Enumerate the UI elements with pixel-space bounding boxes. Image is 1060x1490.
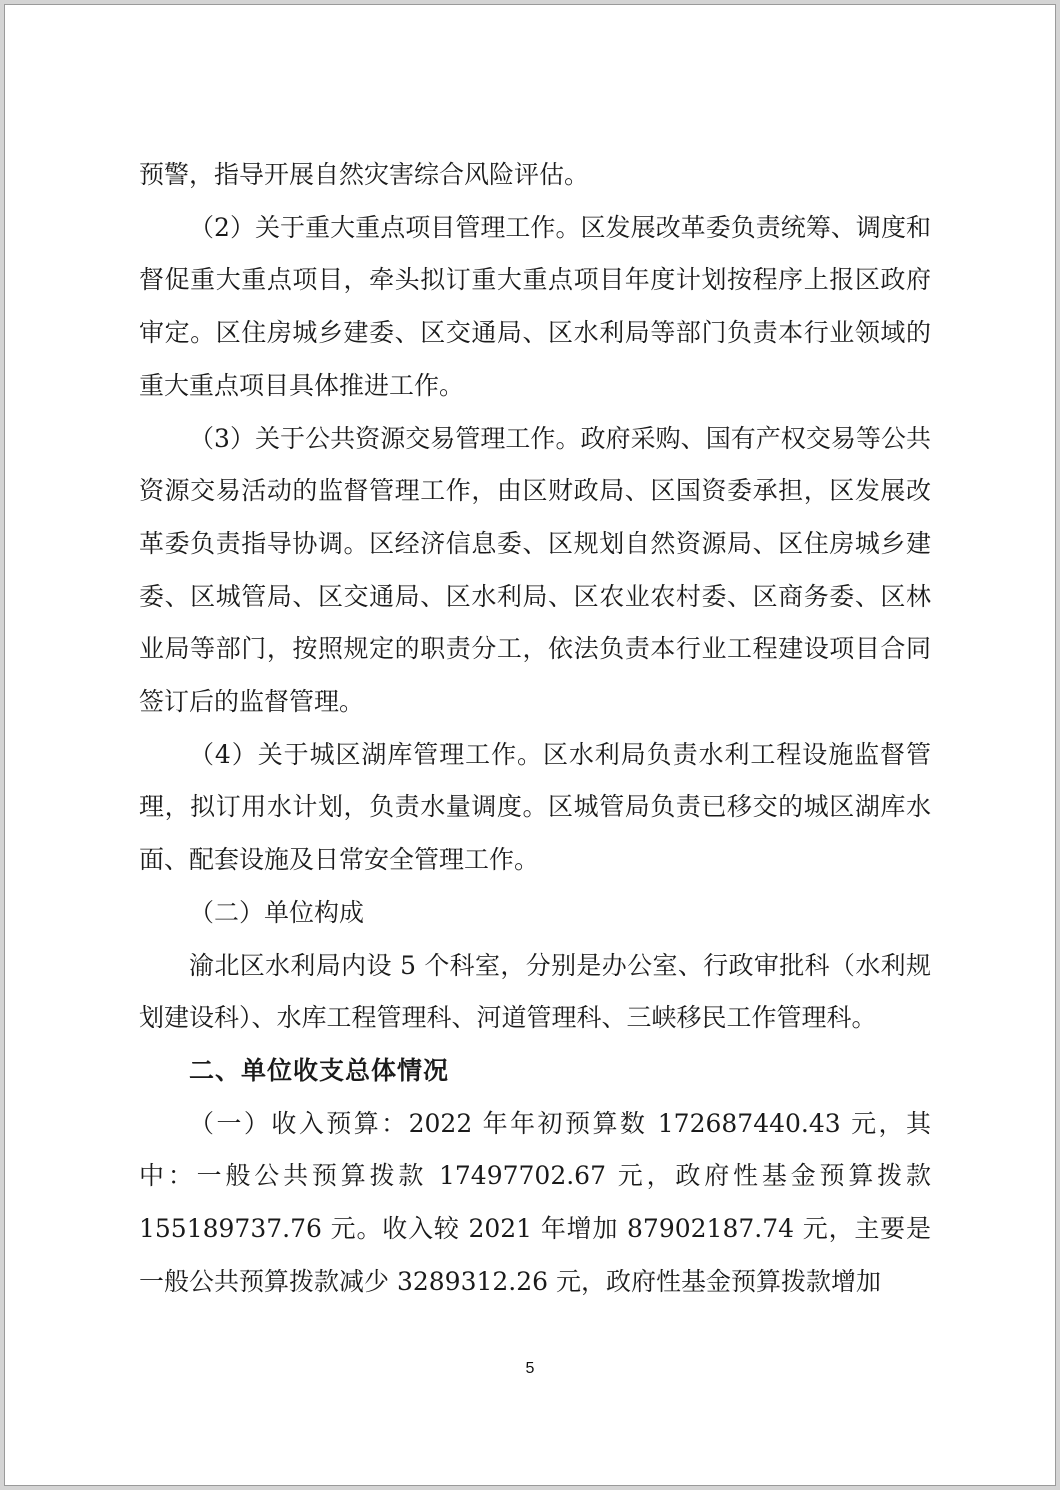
document-body <box>139 149 931 1308</box>
paragraph-4: （4）关于城区湖库管理工作。区水利局负责水利工程设施监督管理，拟订用水计划，负责水量调度。区城管局负责已移交的城区湖库水面、配套设施及日常安全管理工作。 <box>139 739 931 875</box>
section-heading-unit-composition: （二）单位构成 <box>189 897 365 927</box>
paragraph-6: 渝北区水利局内设 5 个科室，分别是办公室、行政审批科（水利规划建设科）、水库工程管理科、河道管理科、三峡移民工作管理科。 <box>139 950 931 1033</box>
page-number: 5 <box>525 1360 535 1377</box>
section-heading-income-expense: 二、单位收支总体情况 <box>189 1055 450 1085</box>
document-page <box>4 4 1056 1486</box>
paragraph-1: 预警，指导开展自然灾害综合风险评估。 <box>139 160 590 189</box>
paragraph-3: （3）关于公共资源交易管理工作。政府采购、国有产权交易等公共资源交易活动的监督管理工作，由区财政局、区国资委承担，区发展改革委负责指导协调。区经济信息委、区规划自然资源局、区住房城乡建委、区城管局、区交通局、区水利局、区农业农村委、区商务委、区林业局等部门，按照规定的职责分工，依法负责本行业工程建设项目合同签订后的监督管理。 <box>139 423 931 717</box>
paragraph-8: （一）收入预算：2022 年年初预算数 172687440.43 元，其中：一般公共预算拨款 17497702.67 元，政府性基金预算拨款 155189737.76 元。收入较 2021 年增加 87902187.74 元，主要是一般公共预算拨款减少 3289312.26 元，政府性基金预算拨款增加 <box>139 1108 931 1296</box>
paragraph-2: （2）关于重大重点项目管理工作。区发展改革委负责统筹、调度和督促重大重点项目，牵头拟订重大重点项目年度计划按程序上报区政府审定。区住房城乡建委、区交通局、区水利局等部门负责本行业领域的重大重点项目具体推进工作。 <box>139 212 931 400</box>
